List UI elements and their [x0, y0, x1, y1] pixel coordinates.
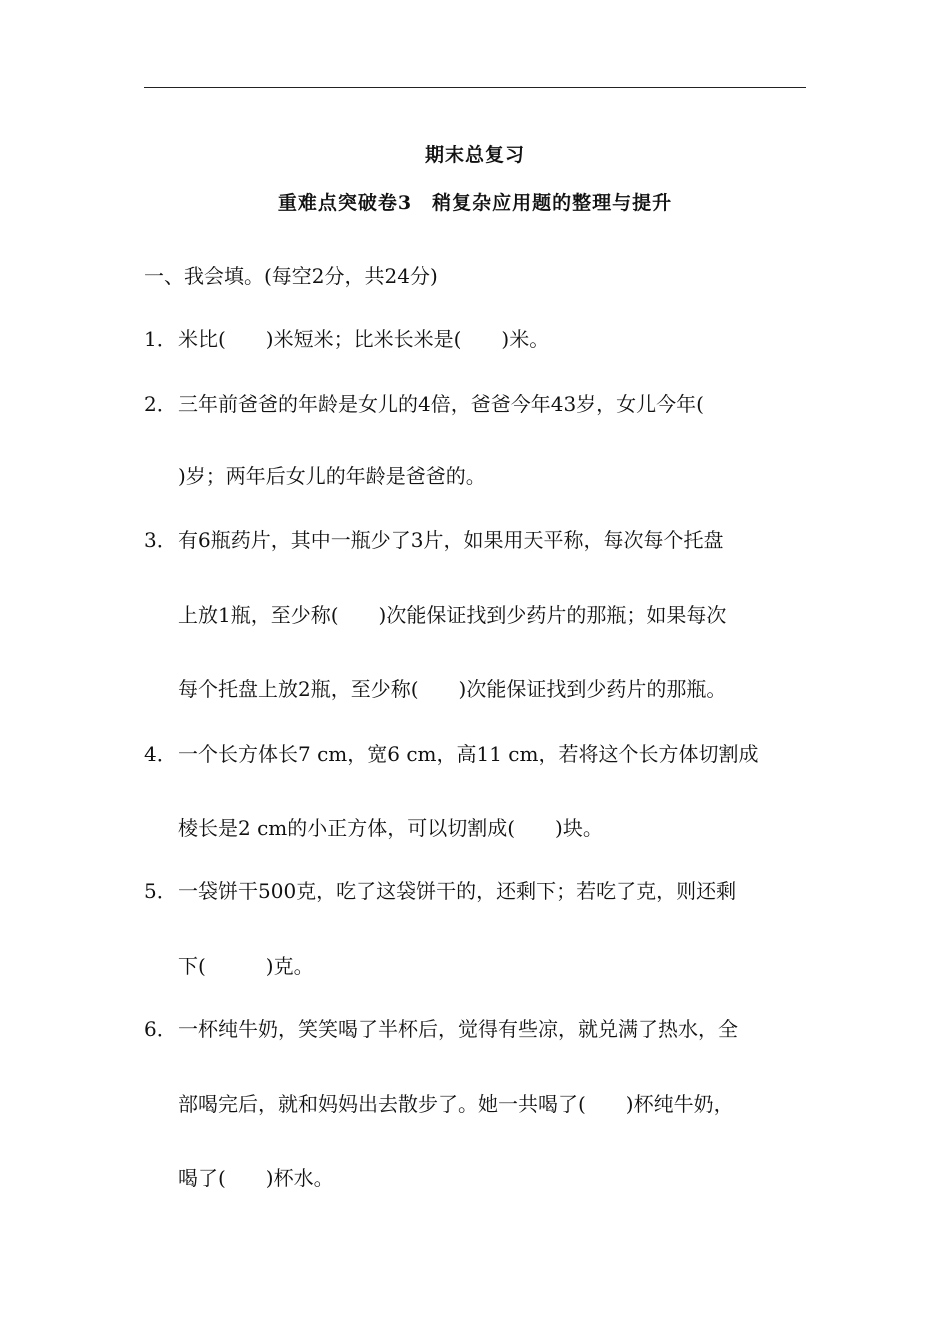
question-text: 下( )克。: [178, 954, 314, 978]
question-text: 一杯纯牛奶，笑笑喝了半杯后，觉得有些凉，就兑满了热水，全: [178, 1017, 738, 1041]
page-title: 期末总复习: [424, 144, 525, 166]
question-number: 5．: [144, 879, 177, 903]
question-number: 1．: [144, 327, 177, 351]
question-text: 三年前爸爸的年龄是女儿的4倍，爸爸今年43岁，女儿今年(: [178, 392, 704, 416]
question-number: 6．: [144, 1017, 177, 1041]
question-text: 喝了( )杯水。: [178, 1166, 334, 1190]
question-text: 部喝完后，就和妈妈出去散步了。她一共喝了( )杯纯牛奶，: [178, 1092, 734, 1116]
section-heading: 一、我会填。(每空2分，共24分): [144, 264, 438, 288]
question-text: 一袋饼干500克，吃了这袋饼干的，还剩下；若吃了克，则还剩: [178, 879, 737, 903]
question-text: 每个托盘上放2瓶，至少称( )次能保证找到少药片的那瓶。: [178, 677, 727, 701]
page-subtitle: 重难点突破卷3 稍复杂应用题的整理与提升: [277, 192, 673, 214]
question-text: 一个长方体长7 cm，宽6 cm，高11 cm，若将这个长方体切割成: [178, 742, 759, 766]
question-text: 棱长是2 cm的小正方体，可以切割成( )块。: [178, 816, 603, 840]
question-text: 有6瓶药片，其中一瓶少了3片，如果用天平称，每次每个托盘: [178, 528, 724, 552]
question-number: 4．: [144, 742, 177, 766]
question-number: 2．: [144, 392, 177, 416]
question-number: 3．: [144, 528, 177, 552]
header-rule: [144, 87, 806, 88]
question-text: )岁；两年后女儿的年龄是爸爸的。: [178, 464, 486, 488]
question-text: 上放1瓶，至少称( )次能保证找到少药片的那瓶；如果每次: [178, 603, 727, 627]
question-text: 米比( )米短米；比米长米是( )米。: [178, 327, 550, 351]
